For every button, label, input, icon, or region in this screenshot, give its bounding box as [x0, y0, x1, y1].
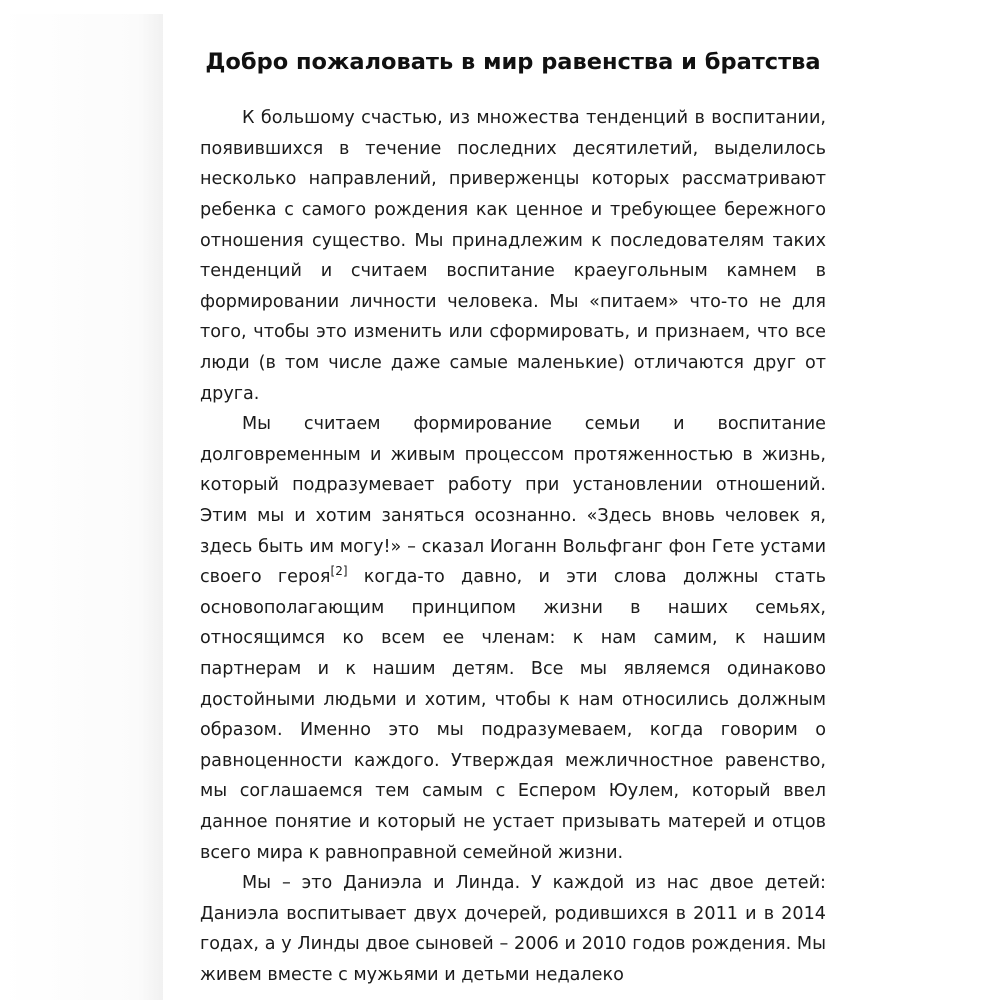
paragraph-2-text-after: когда-то давно, и эти слова должны стать основополагающим принципом жизни в наших семьях, относящимся ко всем ее членам: к нам самим, к нашим партнерам и к нашим детям. Все мы являемся одинаково достойными людьми и хотим, чтобы к нам относились должным образом. Именно это мы подразумеваем, когда говорим о равноценности каждого. Утверждая межличностное равенство, мы соглашаемся тем самым с Еспером Юулем, который ввел данное понятие и который не устает призывать матерей и отцов всего мира к равноправной семейной жизни.	[200, 567, 826, 863]
paragraph-2-text-before: Мы считаем формирование семьи и воспитание долговременным и живым процессом протяженностью в жизнь, который подразумевает работу при установлении отношений. Этим мы и хотим заняться осознанно. «Здесь вновь человек я, здесь быть им могу!» – сказал Иоганн Вольфганг фон Гете устами своего героя	[200, 414, 826, 588]
chapter-title: Добро пожаловать в мир равенства и братства	[205, 49, 821, 75]
paragraph-3: Мы – это Даниэла и Линда. У каждой из нас двое детей: Даниэла воспитывает двух дочерей, родившихся в 2011 и в 2014 годах, а у Линды двое сыновей – 2006 и 2010 годов рождения. Мы живем вместе с мужьями и детьми недалеко	[200, 873, 826, 985]
footnote-reference[interactable]: [2]	[330, 564, 348, 579]
paragraph-2	[200, 409, 826, 868]
paragraph-1: К большому счастью, из множества тенденций в воспитании, появившихся в течение последних десятилетий, выделилось несколько направлений, приверженцы которых рассматривают ребенка с самого рождения как ценное и требующее бережного отношения существо. Мы принадлежим к последователям таких тенденций и считаем воспитание краеугольным камнем в формировании личности человека. Мы «питаем» что-то не для того, чтобы это изменить или сформировать, и признаем, что все люди (в том числе даже самые маленькие) отличаются друг от друга.	[200, 108, 826, 404]
page-left-margin	[0, 14, 163, 1000]
page-content	[200, 48, 826, 990]
